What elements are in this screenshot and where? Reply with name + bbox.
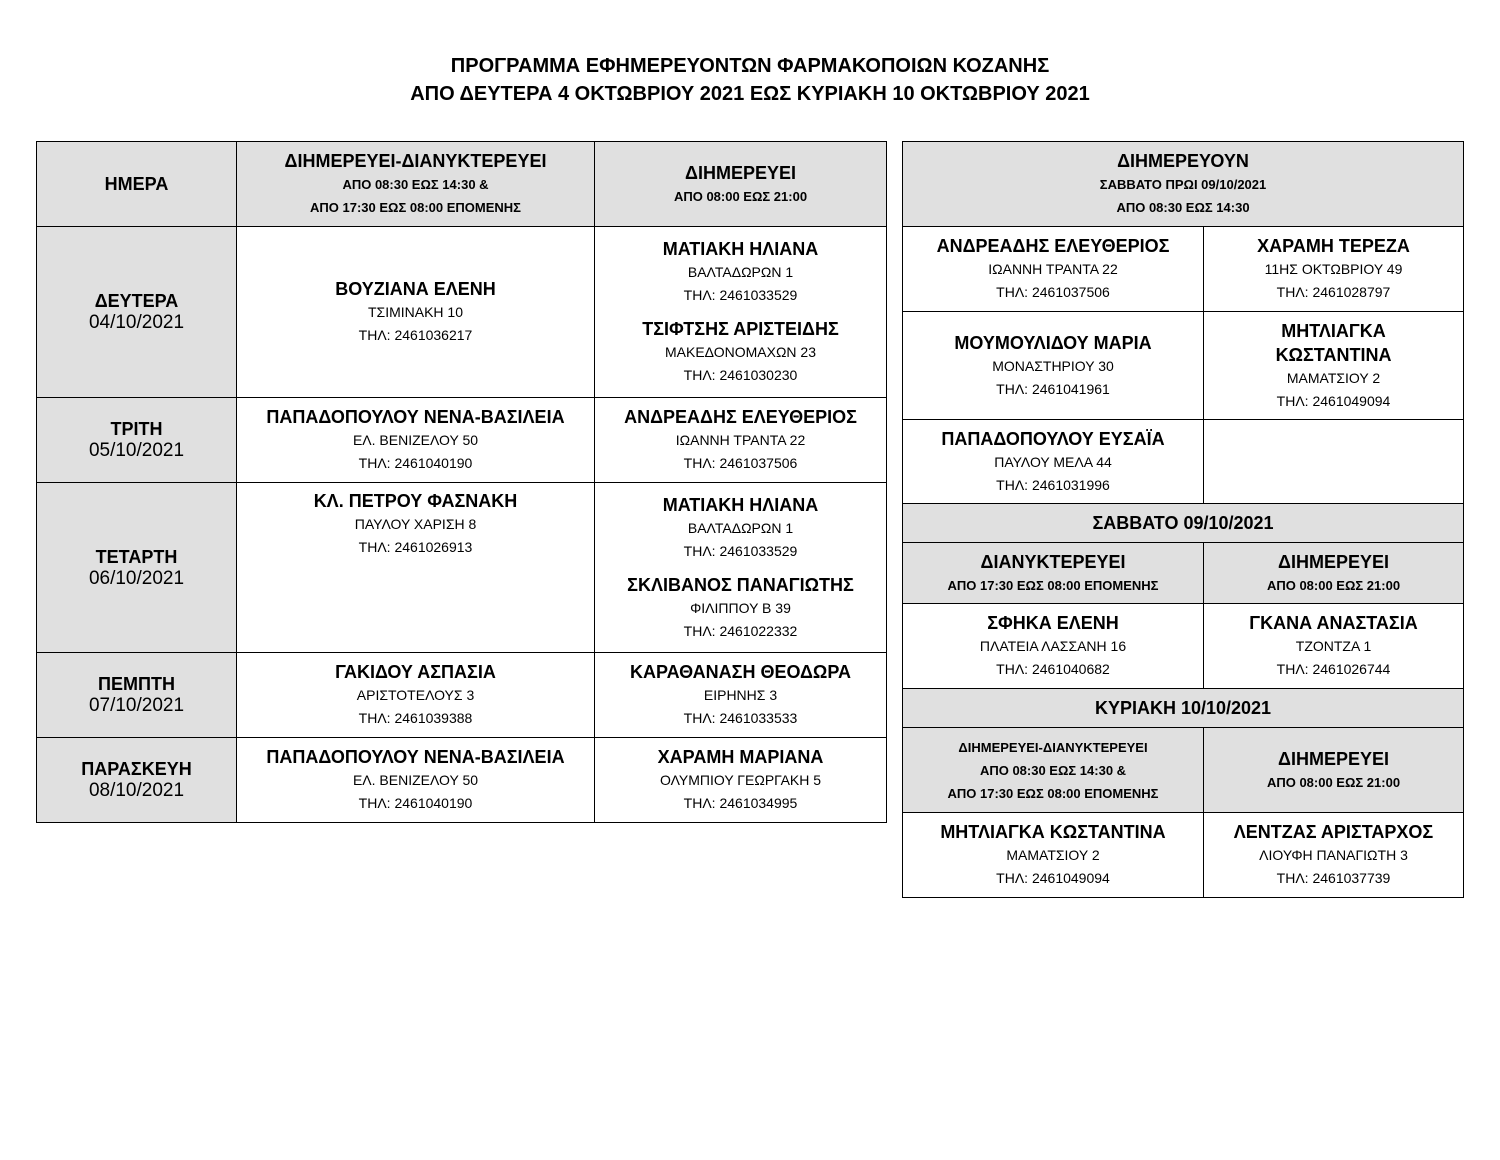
pharmacy-cell: ΜΟΥΜΟΥΛΙΔΟΥ ΜΑΡΙΑ ΜΟΝΑΣΤΗΡΙΟΥ 30 ΤΗΛ: 2461041961: [903, 312, 1204, 420]
pharmacy-cell: ΑΝΔΡΕΑΔΗΣ ΕΛΕΥΘΕΡΙΟΣ ΙΩΑΝΝΗ ΤΡΑΝΤΑ 22 ΤΗΛ: 2461037506: [595, 398, 887, 483]
day-header: ΗΜΕΡΑ: [37, 142, 237, 227]
table-row: [37, 227, 887, 398]
pharmacy-cell: ΜΗΤΛΙΑΓΚΑ ΚΩΣΤΑΝΤΙΝΑ ΜΑΜΑΤΣΙΟΥ 2 ΤΗΛ: 2461049094: [903, 813, 1204, 898]
pharmacy-cell: ΠΑΠΑΔΟΠΟΥΛΟΥ ΝΕΝΑ-ΒΑΣΙΛΕΙΑ ΕΛ. ΒΕΝΙΖΕΛΟΥ 50 ΤΗΛ: 2461040190: [237, 398, 595, 483]
pharmacy-cell: ΓΑΚΙΔΟΥ ΑΣΠΑΣΙΑ ΑΡΙΣΤΟΤΕΛΟΥΣ 3 ΤΗΛ: 2461039388: [237, 653, 595, 738]
day-cell: ΤΡΙΤΗ 05/10/2021: [37, 398, 237, 483]
saturday-morning-header: ΔΙΗΜΕΡΕΥΟΥΝ ΣΑΒΒΑΤΟ ΠΡΩΙ 09/10/2021 ΑΠΟ 08:30 ΕΩΣ 14:30: [903, 142, 1464, 227]
saturday-col2-header: ΔΙΗΜΕΡΕΥΕΙ ΑΠΟ 08:00 ΕΩΣ 21:00: [1204, 543, 1464, 604]
section-row: [903, 689, 1464, 728]
col2-header: ΔΙΗΜΕΡΕΥΕΙ ΑΠΟ 08:00 ΕΩΣ 21:00: [595, 142, 887, 227]
pharmacy-cell: ΧΑΡΑΜΗ ΜΑΡΙΑΝΑ ΟΛΥΜΠΙΟΥ ΓΕΩΡΓΑΚΗ 5 ΤΗΛ: 2461034995: [595, 738, 887, 823]
saturday-header: ΣΑΒΒΑΤΟ 09/10/2021: [903, 504, 1464, 543]
table-row: [903, 227, 1464, 312]
header-row: [37, 142, 887, 227]
weekday-schedule-table: [36, 141, 887, 823]
pharmacy-cell: ΚΛ. ΠΕΤΡΟΥ ΦΑΣΝΑΚΗ ΠΑΥΛΟΥ ΧΑΡΙΣΗ 8 ΤΗΛ: 2461026913: [237, 483, 595, 653]
table-row: [903, 604, 1464, 689]
table-row: [903, 813, 1464, 898]
pharmacy-cell: ΜΗΤΛΙΑΓΚΑ ΚΩΣΤΑΝΤΙΝΑ ΜΑΜΑΤΣΙΟΥ 2 ΤΗΛ: 2461049094: [1204, 312, 1464, 420]
header-row: [903, 543, 1464, 604]
document-title: ΠΡΟΓΡΑΜΜΑ ΕΦΗΜΕΡΕΥΟΝΤΩΝ ΦΑΡΜΑΚΟΠΟΙΩΝ ΚΟΖΑΝΗΣ: [450, 55, 1050, 77]
table-row: [37, 653, 887, 738]
pharmacy-cell: ΑΝΔΡΕΑΔΗΣ ΕΛΕΥΘΕΡΙΟΣ ΙΩΑΝΝΗ ΤΡΑΝΤΑ 22 ΤΗΛ: 2461037506: [903, 227, 1204, 312]
day-cell: ΔΕΥΤΕΡΑ 04/10/2021: [37, 227, 237, 398]
pharmacy-cell: ΜΑΤΙΑΚΗ ΗΛΙΑΝΑ ΒΑΛΤΑΔΩΡΩΝ 1 ΤΗΛ: 2461033529 ΣΚΛΙΒΑΝΟΣ ΠΑΝΑΓΙΩΤΗΣ ΦΙΛΙΠΠΟΥ Β 39 ΤΗΛ: 2461022332: [595, 483, 887, 653]
table-row: [903, 420, 1464, 504]
sunday-col1-header: ΔΙΗΜΕΡΕΥΕΙ-ΔΙΑΝΥΚΤΕΡΕΥΕΙ ΑΠΟ 08:30 ΕΩΣ 14:30 & ΑΠΟ 17:30 ΕΩΣ 08:00 ΕΠΟΜΕΝΗΣ: [903, 728, 1204, 813]
pharmacy-cell: ΠΑΠΑΔΟΠΟΥΛΟΥ ΝΕΝΑ-ΒΑΣΙΛΕΙΑ ΕΛ. ΒΕΝΙΖΕΛΟΥ 50 ΤΗΛ: 2461040190: [237, 738, 595, 823]
table-row: [37, 738, 887, 823]
pharmacy-cell: ΜΑΤΙΑΚΗ ΗΛΙΑΝΑ ΒΑΛΤΑΔΩΡΩΝ 1 ΤΗΛ: 2461033529 ΤΣΙΦΤΣΗΣ ΑΡΙΣΤΕΙΔΗΣ ΜΑΚΕΔΟΝΟΜΑΧΩΝ 23 ΤΗΛ: 2461030230: [595, 227, 887, 398]
header-row: [903, 142, 1464, 227]
sunday-col2-header: ΔΙΗΜΕΡΕΥΕΙ ΑΠΟ 08:00 ΕΩΣ 21:00: [1204, 728, 1464, 813]
col1-header: ΔΙΗΜΕΡΕΥΕΙ-ΔΙΑΝΥΚΤΕΡΕΥΕΙ ΑΠΟ 08:30 ΕΩΣ 14:30 & ΑΠΟ 17:30 ΕΩΣ 08:00 ΕΠΟΜΕΝΗΣ: [237, 142, 595, 227]
weekend-schedule-table: [902, 141, 1464, 898]
document-subtitle: ΑΠΟ ΔΕΥΤΕΡΑ 4 ΟΚΤΩΒΡΙΟΥ 2021 ΕΩΣ ΚΥΡΙΑΚΗ 10 ΟΚΤΩΒΡΙΟΥ 2021: [410, 83, 1090, 105]
pharmacy-cell: ΒΟΥΖΙΑΝΑ ΕΛΕΝΗ ΤΣΙΜΙΝΑΚΗ 10 ΤΗΛ: 2461036217: [237, 227, 595, 398]
empty-cell: [1204, 420, 1464, 504]
table-row: [37, 483, 887, 653]
pharmacy-cell: ΛΕΝΤΖΑΣ ΑΡΙΣΤΑΡΧΟΣ ΛΙΟΥΦΗ ΠΑΝΑΓΙΩΤΗ 3 ΤΗΛ: 2461037739: [1204, 813, 1464, 898]
header-row: [903, 728, 1464, 813]
pharmacy-cell: ΓΚΑΝΑ ΑΝΑΣΤΑΣΙΑ ΤΖΟΝΤΖΑ 1 ΤΗΛ: 2461026744: [1204, 604, 1464, 689]
table-row: [37, 398, 887, 483]
saturday-col1-header: ΔΙΑΝΥΚΤΕΡΕΥΕΙ ΑΠΟ 17:30 ΕΩΣ 08:00 ΕΠΟΜΕΝΗΣ: [903, 543, 1204, 604]
pharmacy-cell: ΣΦΗΚΑ ΕΛΕΝΗ ΠΛΑΤΕΙΑ ΛΑΣΣΑΝΗ 16 ΤΗΛ: 2461040682: [903, 604, 1204, 689]
pharmacy-cell: ΚΑΡΑΘΑΝΑΣΗ ΘΕΟΔΩΡΑ ΕΙΡΗΝΗΣ 3 ΤΗΛ: 2461033533: [595, 653, 887, 738]
sunday-header: ΚΥΡΙΑΚΗ 10/10/2021: [903, 689, 1464, 728]
pharmacy-cell: ΠΑΠΑΔΟΠΟΥΛΟΥ ΕΥΣΑΪΑ ΠΑΥΛΟΥ ΜΕΛΑ 44 ΤΗΛ: 2461031996: [903, 420, 1204, 504]
section-row: [903, 504, 1464, 543]
table-row: [903, 312, 1464, 420]
day-cell: ΤΕΤΑΡΤΗ 06/10/2021: [37, 483, 237, 653]
day-cell: ΠΕΜΠΤΗ 07/10/2021: [37, 653, 237, 738]
day-cell: ΠΑΡΑΣΚΕΥΗ 08/10/2021: [37, 738, 237, 823]
pharmacy-cell: ΧΑΡΑΜΗ ΤΕΡΕΖΑ 11ΗΣ ΟΚΤΩΒΡΙΟΥ 49 ΤΗΛ: 2461028797: [1204, 227, 1464, 312]
